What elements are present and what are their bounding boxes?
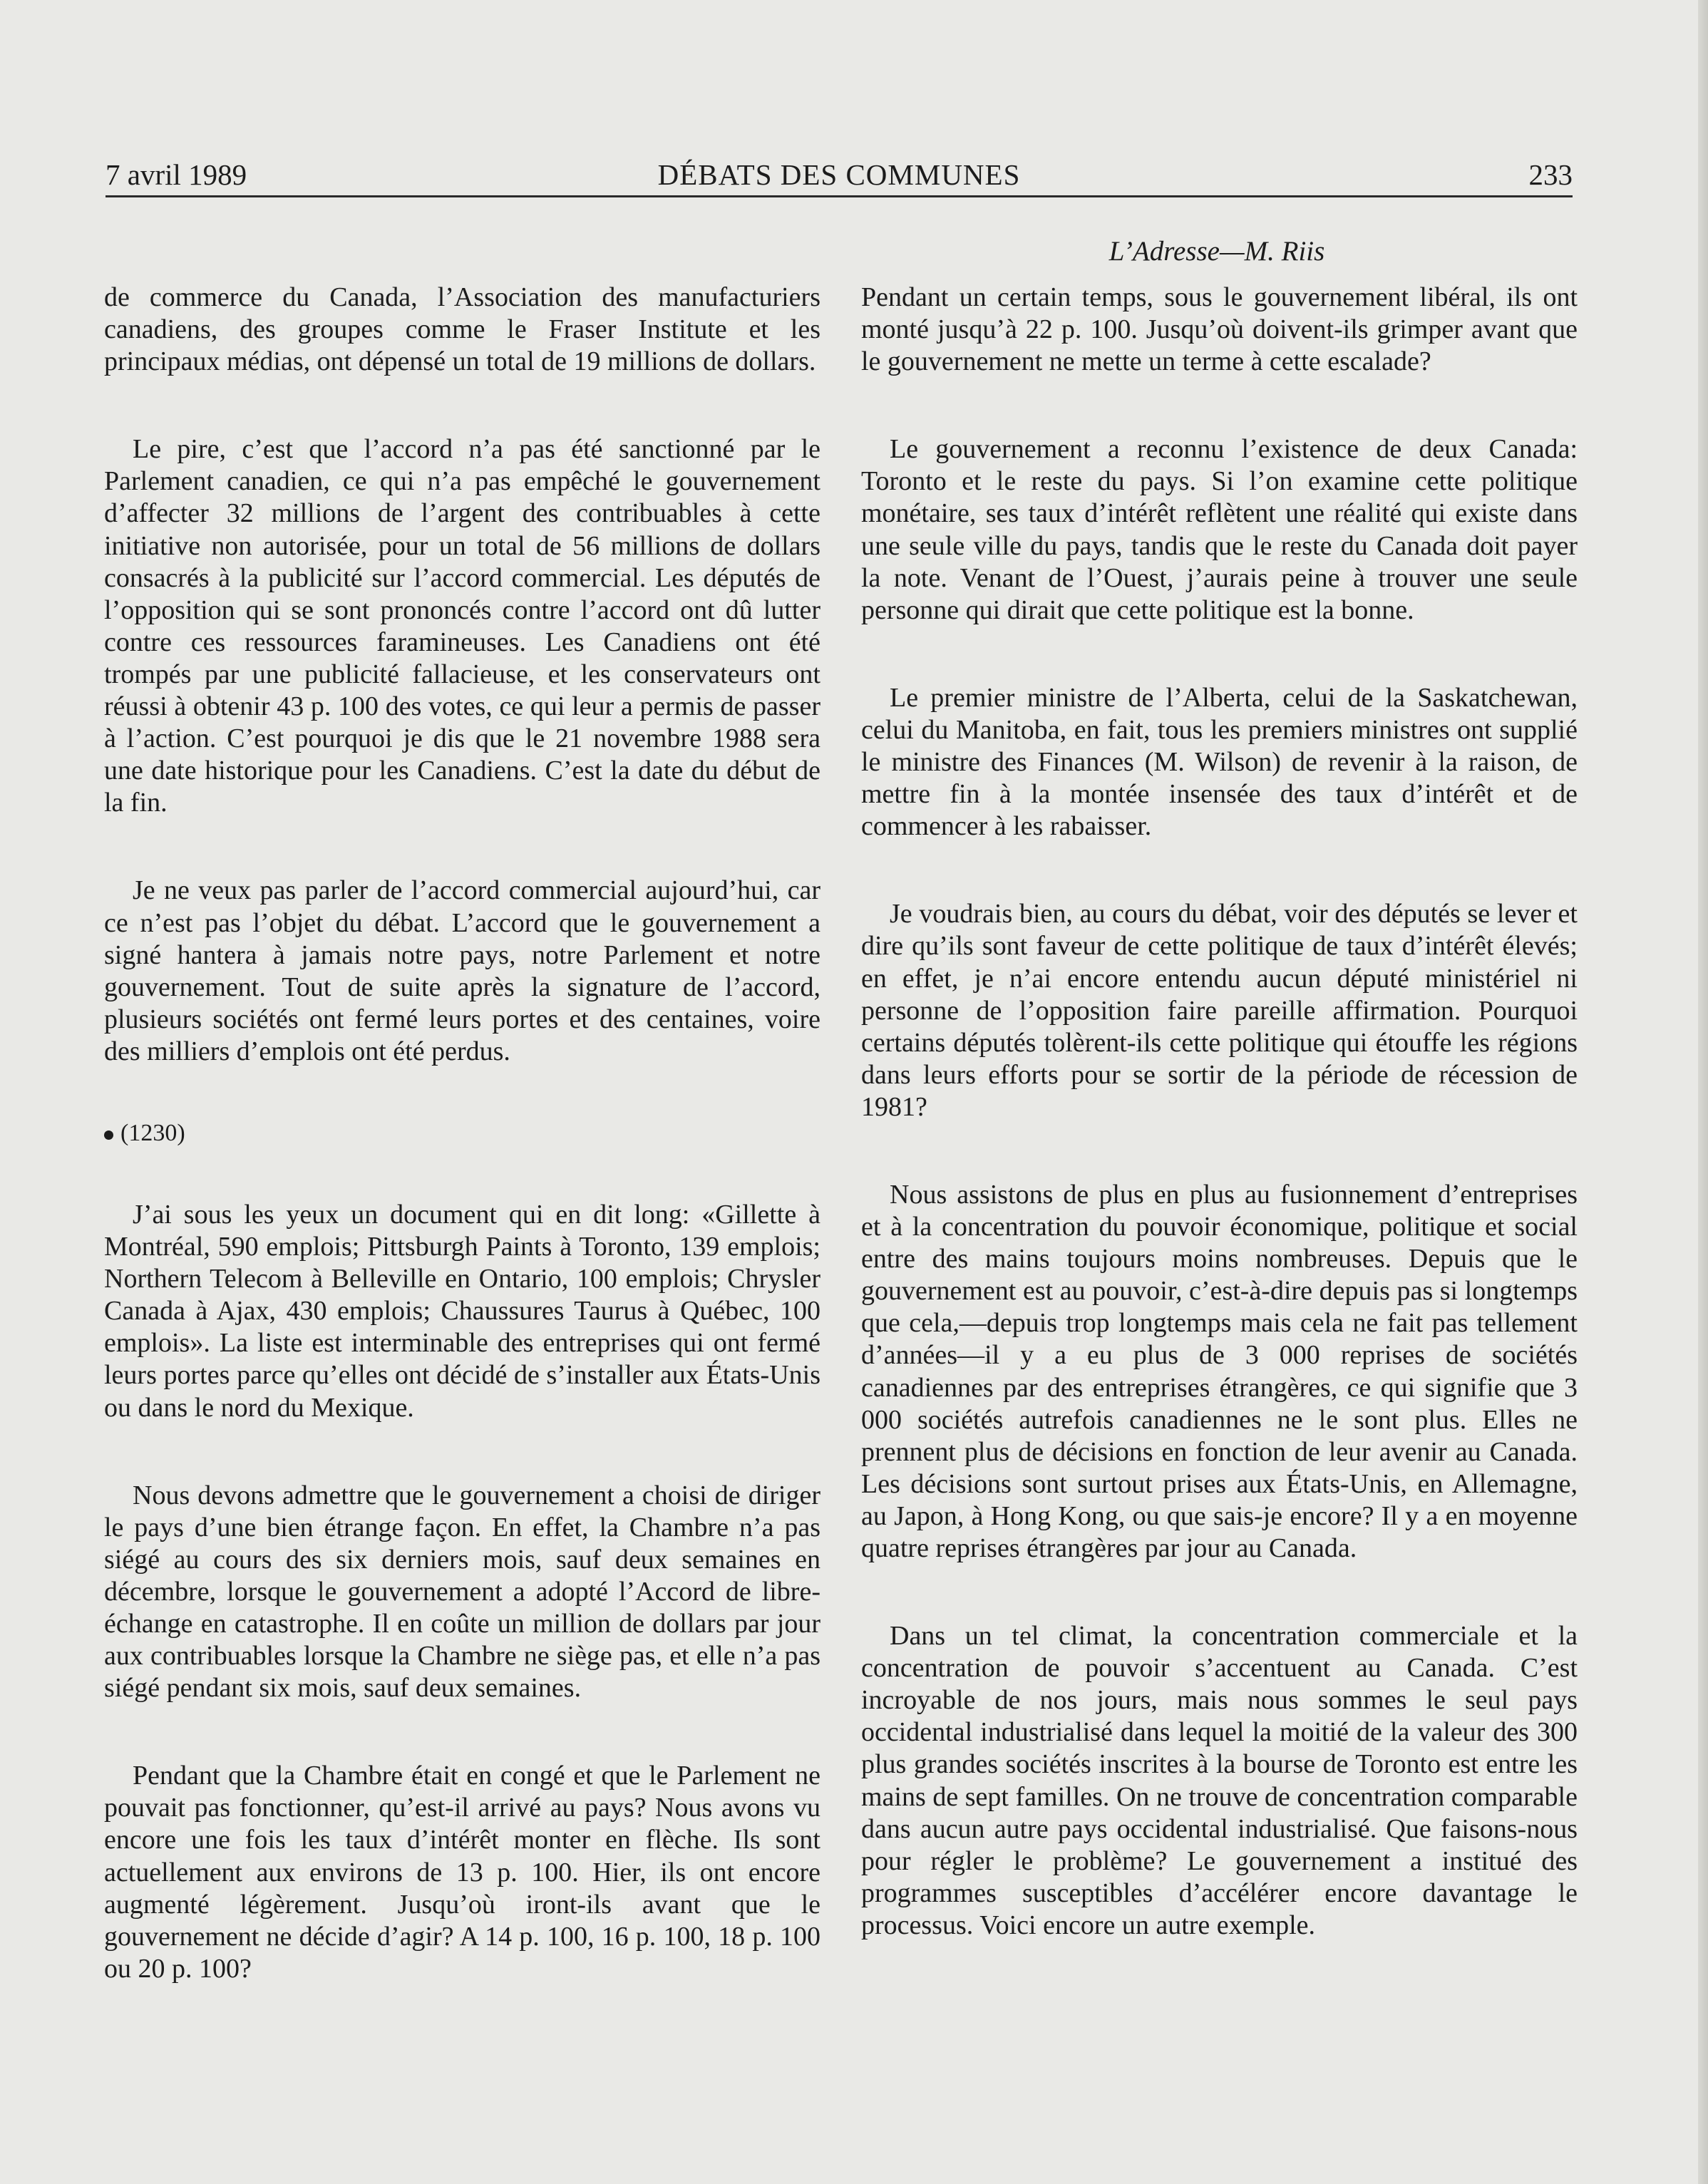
paragraph: Dans un tel climat, la concentration commerciale et la concentration de pouvoir s’accentuent au Canada. C’est incroyable de nos jours, mais nous sommes le seul pays occidental industrialisé dans lequel la moitié de la valeur des 300 plus grandes sociétés inscrites à la bourse de Toronto est entre les mains de sept familles. On ne trouve de concentration comparable dans aucun autre pays occidental industrialisé. Que faisons-nous pour régler le problème? Le gouvernement a institué des programmes susceptibles d’accélérer encore davantage le processus. Voici encore un autre exemple.	[861, 1621, 1578, 1940]
paragraph: Le pire, c’est que l’accord n’a pas été sanctionné par le Parlement canadien, ce qui n’a pas empêché le gouvernement d’affecter 32 millions de l’argent des contribuables à cette initiative non autorisée, pour un total de 56 millions de dollars consacrés à la publicité sur l’accord commercial. Les députés de l’opposition qui se sont prononcés contre l’accord ont dû lutter contre ces ressources faramineuses. Les Canadiens ont été trompés par une publicité fallacieuse, et les conservateurs ont réussi à obtenir 43 p. 100 des votes, ce qui leur a permis de passer à l’action. C’est pourquoi je dis que le 21 novembre 1988 sera une date historique pour les Canadiens. C’est la date du début de la fin.	[104, 434, 820, 818]
paragraph: Pendant que la Chambre était en congé et que le Parlement ne pouvait pas fonctionner, qu’est-il arrivé au pays? Nous avons vu encore une fois les taux d’intérêt monter en flèche. Ils sont actuellement aux environs de 13 p. 100. Hier, ils ont encore augmenté légèrement. Jusqu’où iront-ils avant que le gouvernement ne décide d’agir? A 14 p. 100, 16 p. 100, 18 p. 100 ou 20 p. 100?	[104, 1761, 820, 1984]
paragraph: Le premier ministre de l’Alberta, celui de la Saskatchewan, celui du Manitoba, en fait, tous les premiers ministres ont supplié le ministre des Finances (M. Wilson) de revenir à la raison, de mettre fin à la montée insensée des taux d’intérêt et de commencer à les rabaisser.	[861, 682, 1578, 842]
paragraph: Je ne veux pas parler de l’accord commercial aujourd’hui, car ce n’est pas l’objet du débat. L’accord que le gouvernement a signé hantera à jamais notre pays, notre Parlement et notre gouvernement. Tout de suite après la signature de l’accord, plusieurs sociétés ont fermé leurs portes et des centaines, voire des milliers d’emplois ont été perdus.	[104, 875, 820, 1066]
paragraph: Le gouvernement a reconnu l’existence de deux Canada: Toronto et le reste du pays. Si l’on examine cette politique monétaire, ses taux d’intérêt reflètent une réalité qui existe dans une seule ville du pays, tandis que le reste du Canada doit payer la note. Venant de l’Ouest, j’aurais peine à trouver une seule personne qui dirait que cette politique est la bonne.	[861, 434, 1578, 625]
right-column	[861, 282, 1578, 1997]
left-column	[104, 282, 820, 2041]
paragraph: Pendant un certain temps, sous le gouvernement libéral, ils ont monté jusqu’à 22 p. 100. Jusqu’où doivent-ils grimper avant que le gouvernement ne mette un terme à cette escalade?	[861, 282, 1578, 377]
page-edge-shadow	[1698, 0, 1708, 2184]
paragraph: de commerce du Canada, l’Association des manufacturiers canadiens, des groupes comme le Fraser Institute et les principaux médias, ont dépensé un total de 19 millions de dollars.	[104, 282, 820, 377]
header-title: DÉBATS DES COMMUNES	[657, 158, 1021, 191]
header-date: 7 avril 1989	[106, 158, 247, 191]
timestamp-text: (1230)	[120, 1119, 185, 1146]
page-number: 233	[1528, 158, 1573, 191]
running-head: L’Adresse—M. Riis	[1108, 236, 1325, 267]
timestamp	[104, 1118, 820, 1149]
bullet-icon	[104, 1130, 113, 1140]
paragraph: Nous devons admettre que le gouvernement a choisi de diriger le pays d’une bien étrange façon. En effet, la Chambre n’a pas siégé au cours des six derniers mois, sauf deux semaines en décembre, lorsque le gouvernement a adopté l’Accord de libre-échange en catastrophe. Il en coûte un million de dollars par jour aux contribuables lorsque la Chambre ne siège pas, et elle n’a pas siégé pendant six mois, sauf deux semaines.	[104, 1480, 820, 1704]
paragraph: J’ai sous les yeux un document qui en dit long: «Gillette à Montréal, 590 emplois; Pittsburgh Paints à Toronto, 139 emplois; Northern Telecom à Belleville en Ontario, 100 emplois; Chrysler Canada à Ajax, 430 emplois; Chaussures Taurus à Québec, 100 emplois». La liste est interminable des entreprises qui ont fermé leurs portes parce qu’elles ont décidé de s’installer aux États-Unis ou dans le nord du Mexique.	[104, 1199, 820, 1423]
paragraph: Je voudrais bien, au cours du débat, voir des députés se lever et dire qu’ils sont faveur de cette politique de taux d’intérêt élevés; en effet, je n’ai encore entendu aucun député ministériel ni personne de l’opposition faire pareille affirmation. Pourquoi certains députés tolèrent-ils cette politique qui étouffe les régions dans leurs efforts pour se sortir de la période de récession de 1981?	[861, 899, 1578, 1122]
page-header	[106, 150, 1573, 197]
paragraph: Nous assistons de plus en plus au fusionnement d’entreprises et à la concentration du pouvoir économique, politique et social entre des mains toujours moins nombreuses. Depuis que le gouvernement est au pouvoir, c’est-à-dire depuis pas si longtemps que cela,—depuis trop longtemps mais cela ne fait pas tellement d’années—il y a eu plus de 3 000 reprises de sociétés canadiennes par des entreprises étrangères, ce qui signifie que 3 000 sociétés autrefois canadiennes ne le sont plus. Elles ne prennent plus de décisions en fonction de leur avenir au Canada. Les décisions sont surtout prises aux États-Unis, en Allemagne, au Japon, à Hong Kong, ou que sais-je encore? Il y a en moyenne quatre reprises étrangères par jour au Canada.	[861, 1179, 1578, 1563]
